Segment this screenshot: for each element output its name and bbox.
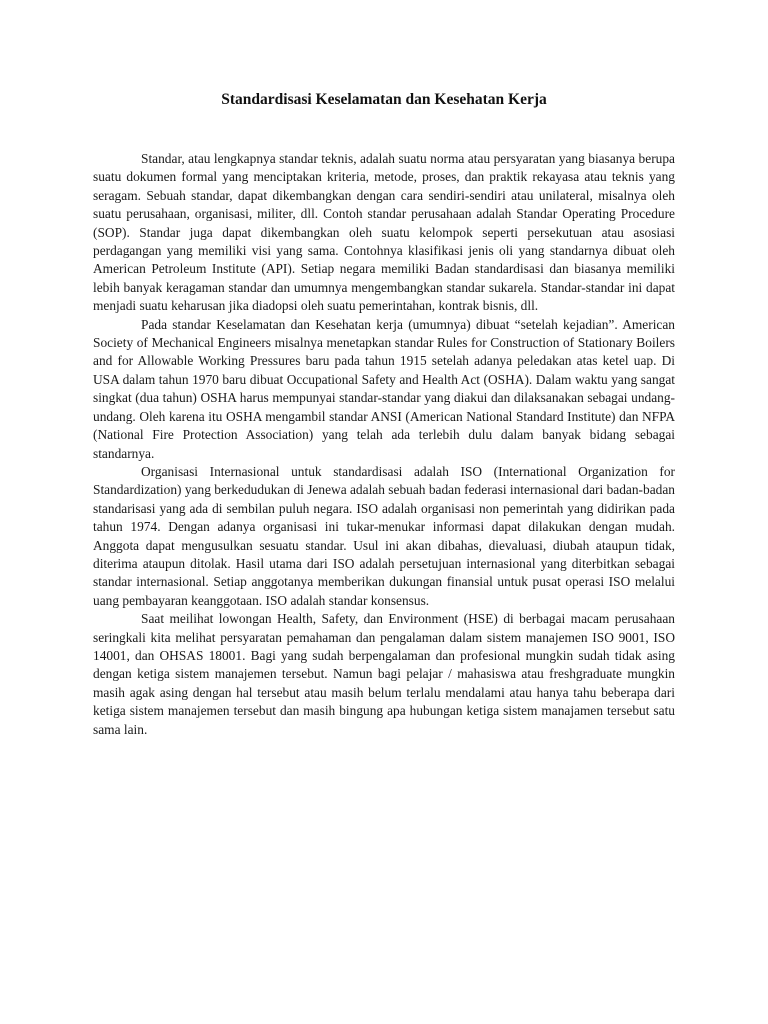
paragraph-standar-teknis: Standar, atau lengkapnya standar teknis, adalah suatu norma atau persyaratan yang biasanya berupa suatu dokumen formal yang menciptakan kriteria, metode, proses, dan praktik rekayasa atau teknis yang seragam. Sebuah standar, dapat dikembangkan dengan cara sendiri-sendiri atau unilateral, misalnya oleh suatu perusahaan, organisasi, militer, dll. Contoh standar perusahaan adalah Standar Operating Procedure (SOP). Standar juga dapat dikembangkan oleh suatu kelompok seperti persekutuan atau asosiasi perdagangan yang memiliki visi yang sama. Contohnya klasifikasi jenis oli yang standarnya dibuat oleh American Petroleum Institute (API). Setiap negara memiliki Badan standardisasi dan biasanya memiliki lebih banyak keragaman standar dan umumnya mengembangkan standar sukarela. Standar-standar ini dapat menjadi suatu keharusan jika diadopsi oleh suatu pemerintahan, kontrak bisnis, dll. <box>93 151 675 314</box>
paragraph-hse: Saat meilihat lowongan Health, Safety, dan Environment (HSE) di berbagai macam perusahaan seringkali kita melihat persyaratan pemahaman dan pengalaman dalam sistem manajemen ISO 9001, ISO 14001, dan OHSAS 18001. Bagi yang sudah berpengalaman dan profesional mungkin sudah tidak asing dengan ketiga sistem manajemen tersebut. Namun bagi pelajar / mahasiswa atau freshgraduate mungkin masih agak asing dengan hal tersebut atau masih belum terlalu mendalami atau hanya tahu beberapa dari ketiga sistem manajemen tersebut dan masih bingung apa hubungan ketiga sistem manajamen tersebut satu sama lain. <box>93 611 675 737</box>
document-body <box>93 150 675 739</box>
paragraph-iso: Organisasi Internasional untuk standardisasi adalah ISO (International Organization for Standardization) yang berkedudukan di Jenewa adalah sebuah badan federasi internasional dari badan-badan standarisasi yang ada di sembilan puluh negara. ISO adalah organisasi non pemerintah yang didirikan pada tahun 1974. Dengan adanya organisasi ini tukar-menukar informasi dapat dilakukan dengan mudah. Anggota dapat mengusulkan sesuatu standar. Usul ini akan dibahas, dievaluasi, diubah ataupun tidak, diterima ataupun ditolak. Hasil utama dari ISO adalah persetujuan internasional yang diterbitkan sebagai standar internasional. Setiap anggotanya memberikan dukungan finansial untuk pusat operasi ISO melalui uang pembayaran keanggotaan. ISO adalah standar konsensus. <box>93 463 675 608</box>
document-title: Standardisasi Keselamatan dan Kesehatan Kerja <box>221 91 547 108</box>
paragraph-standar-k3: Pada standar Keselamatan dan Kesehatan kerja (umumnya) dibuat “setelah kejadian”. American Society of Mechanical Engineers misalnya menetapkan standar Rules for Construction of Stationary Boilers and for Allowable Working Pressures baru pada tahun 1915 setelah adanya peledakan atas ketel uap. Di USA dalam tahun 1970 baru dibuat Occupational Safety and Health Act (OSHA). Dalam waktu yang sangat singkat (dua tahun) OSHA harus mempunyai standar-standar yang diakui dan dilaksanakan sebagai undang-undang. Oleh karena itu OSHA mengambil standar ANSI (American National Standard Institute) dan NFPA (National Fire Protection Association) yang telah ada terlebih dulu dalam banyak bidang sebagai standarnya. <box>93 316 675 461</box>
